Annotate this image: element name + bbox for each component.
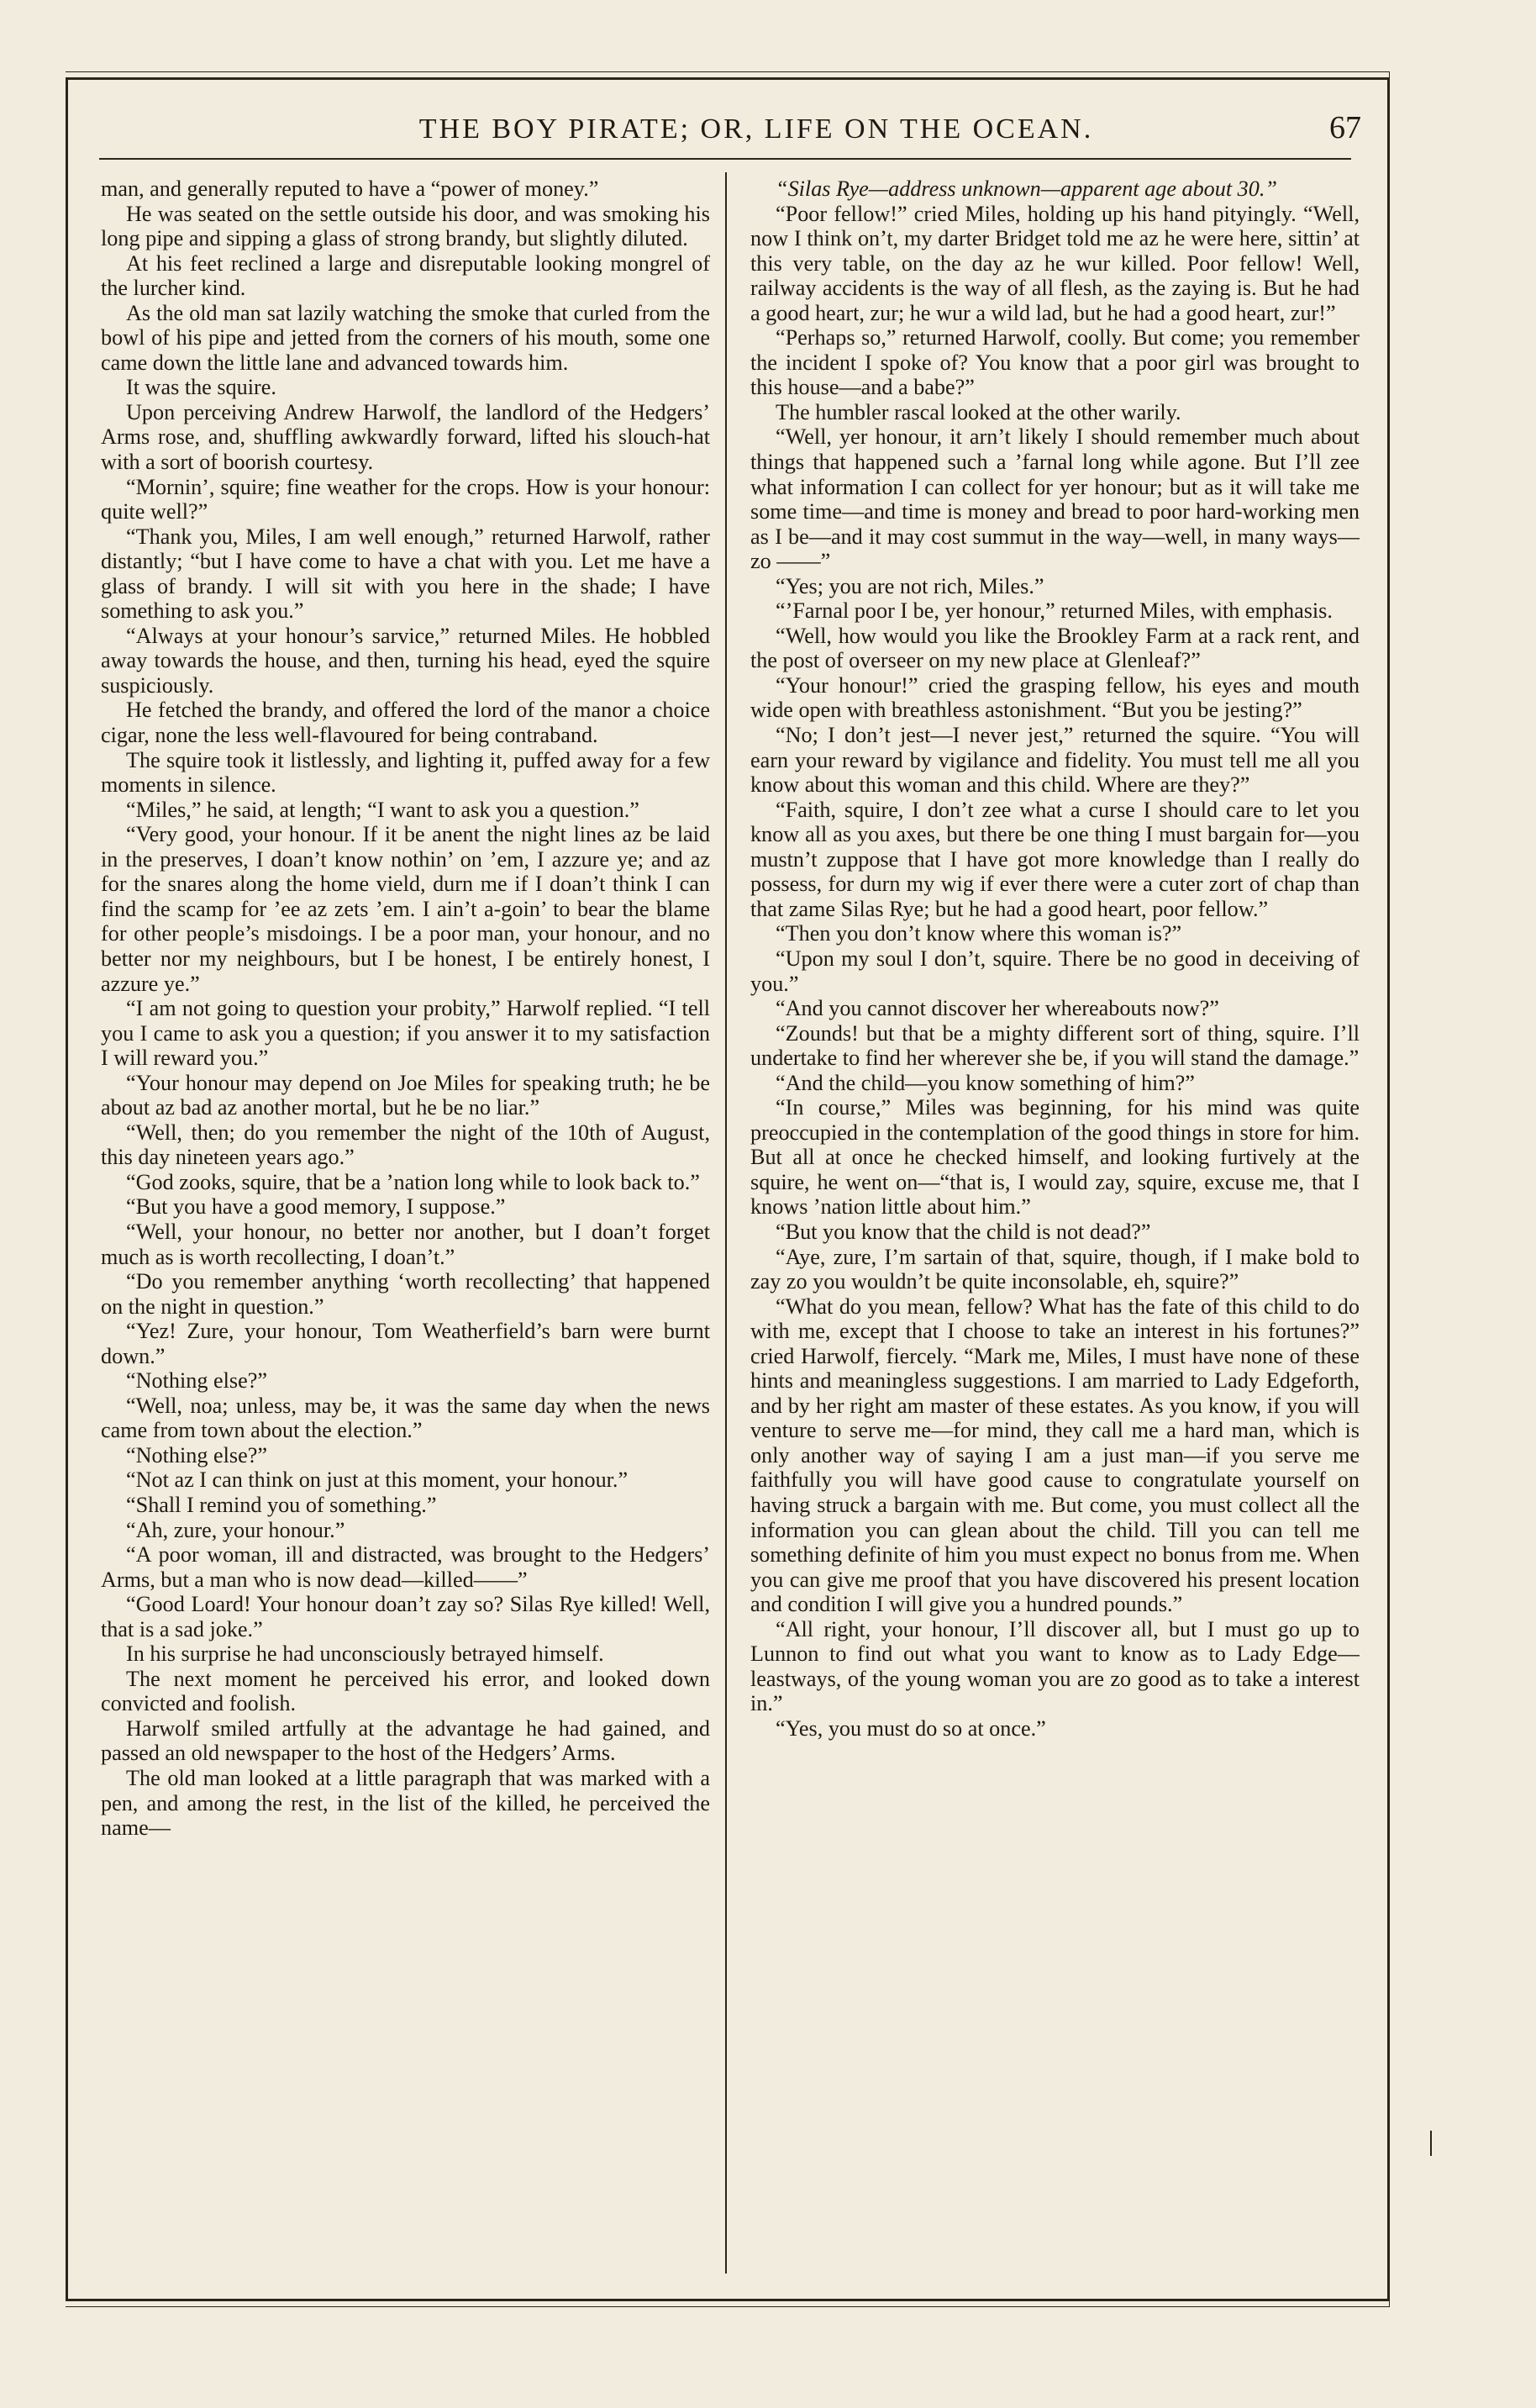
paragraph: “In course,” Miles was beginning, for his mind was quite preoccupied in the contemplation of the good things in store for him. But all at once he checked himself, and looking furtively at the squire, he went on—“that is, I would zay, squire, excuse me, that I knows ’nation little about him.”	[750, 1095, 1360, 1220]
paragraph: “Well, then; do you remember the night of the 10th of August, this day nineteen years ago.”	[101, 1120, 710, 1170]
paragraph: “Not az I can think on just at this moment, your honour.”	[126, 1467, 629, 1493]
paragraph: “Shall I remind you of something.”	[126, 1492, 437, 1517]
paragraph: “Well, how would you like the Brookley Farm at a rack rent, and the post of overseer on my new place at Glenleaf?”	[750, 623, 1360, 673]
paragraph: man, and generally reputed to have a “power of money.”	[101, 177, 599, 201]
paragraph: “Ah, zure, your honour.”	[126, 1517, 345, 1542]
paragraph: “And the child—you know something of him?”	[776, 1070, 1195, 1095]
header-rule	[99, 158, 1351, 160]
right-column	[750, 177, 1360, 2278]
paragraph: “No; I don’t jest—I never jest,” returned the squire. “You will earn your reward by vigilance and fidelity. You must tell me all you know about this woman and this child. Where are they?”	[750, 723, 1360, 798]
paragraph: “Well, yer honour, it arn’t likely I should remember much about things that happened such a ’farnal long while agone. But I’ll zee what information I can collect for yer honour; but as it will take me some time—and time is money and bread to poor hard-working men as I be—and it may cost summut in the way—well, in many ways—zo ——”	[750, 424, 1360, 574]
paragraph: “Thank you, Miles, I am well enough,” returned Harwolf, rather distantly; “but I have come to have a chat with you. Let me have a glass of brandy. I will sit with you here in the shade; I have something to ask you.”	[101, 524, 710, 624]
paragraph: “Always at your honour’s sarvice,” returned Miles. He hobbled away towards the house, and then, turning his head, eyed the squire suspiciously.	[101, 623, 710, 698]
paragraph: Harwolf smiled artfully at the advantage he had gained, and passed an old newspaper to the host of the Hedgers’ Arms.	[101, 1715, 710, 1766]
paragraph: “Miles,” he said, at length; “I want to ask you a question.”	[126, 797, 639, 822]
newspaper-quote	[750, 177, 1360, 202]
paragraph: “Mornin’, squire; fine weather for the crops. How is your honour: quite well?”	[101, 474, 710, 524]
paragraph: “Your honour may depend on Joe Miles for speaking truth; he be about az bad az another mortal, but he be no liar.”	[101, 1070, 710, 1120]
paragraph: As the old man sat lazily watching the smoke that curled from the bowl of his pipe and jetted from the corners of his mouth, some one came down the little lane and advanced towards him.	[101, 300, 710, 375]
paragraph: “But you have a good memory, I suppose.”	[126, 1194, 506, 1220]
paragraph: “Nothing else?”	[126, 1442, 267, 1467]
paragraph: “’Farnal poor I be, yer honour,” returned Miles, with emphasis.	[776, 598, 1333, 624]
paragraph: “Aye, zure, I’m sartain of that, squire, though, if I make bold to zay zo you wouldn’t be quite inconsolable, eh, squire?”	[750, 1244, 1360, 1294]
paragraph: “And you cannot discover her whereabouts now?”	[776, 996, 1219, 1021]
paragraph: The squire took it listlessly, and lighting it, puffed away for a few moments in silence.	[101, 747, 710, 798]
page-number: 67	[1329, 110, 1361, 145]
paragraph: “Nothing else?”	[126, 1368, 267, 1394]
margin-mark	[1430, 2131, 1432, 2156]
paragraph: The old man looked at a little paragraph that was marked with a pen, and among the rest, in the list of the killed, he perceived the name—	[101, 1766, 710, 1841]
paragraph: “Faith, squire, I don’t zee what a curse I should care to let you know all as you axes, but there be one thing I must bargain for—you mustn’t zuppose that I have got more knowledge than I really do possess, for durn my wig if ever there were a cuter zort of chap than that zame Silas Rye; but he had a good heart, poor fellow.”	[750, 797, 1360, 921]
paragraph: “Then you don’t know where this woman is?”	[776, 921, 1182, 946]
paragraph: “Good Loard! Your honour doan’t zay so? Silas Rye killed! Well, that is a sad joke.”	[101, 1592, 710, 1641]
paragraph: “Yez! Zure, your honour, Tom Weatherfield’s barn were burnt down.”	[101, 1319, 710, 1368]
paragraph: “Poor fellow!” cried Miles, holding up his hand pityingly. “Well, now I think on’t, my darter Bridget told me az he were here, sittin’ at this very table, on the day az he wur killed. Poor fellow! Well, railway accidents is the way of all flesh, as the zaying is. But he had a good heart, zur; he wur a wild lad, but he had a good heart, zur!”	[750, 201, 1360, 325]
paragraph: It was the squire.	[126, 375, 276, 400]
paragraph: “Yes, you must do so at once.”	[776, 1715, 1046, 1741]
paragraph: He fetched the brandy, and offered the lord of the manor a choice cigar, none the less well-flavoured for being contraband.	[101, 698, 710, 748]
running-head: THE BOY PIRATE; OR, LIFE ON THE OCEAN.	[418, 113, 1094, 145]
bottom-border-rule	[66, 2306, 1389, 2307]
paragraph: Upon perceiving Andrew Harwolf, the landlord of the Hedgers’ Arms rose, and, shuffling awkwardly forward, lifted his slouch-hat with a sort of boorish courtesy.	[101, 399, 710, 475]
paragraph: “Very good, your honour. If it be anent the night lines az be laid in the preserves, I doan’t know nothin’ on ’em, I azzure ye; and az for the snares along the home vield, durn me if I doan’t think I can find the scamp for ’ee az zets ’em. I ain’t a-goin’ to bear the blame for other people’s misdoings. I be a poor man, your honour, and no better nor my neighbours, but I be honest, I be entirely honest, I azzure ye.”	[101, 822, 710, 996]
paragraph: He was seated on the settle outside his door, and was smoking his long pipe and sipping a glass of strong brandy, but slightly diluted.	[101, 201, 710, 251]
paragraph: “A poor woman, ill and distracted, was brought to the Hedgers’ Arms, but a man who is now dead—killed——”	[101, 1542, 710, 1592]
paragraph: “I am not going to question your probity,” Harwolf replied. “I tell you I came to ask you a question; if you answer it to my satisfaction I will reward you.”	[101, 996, 710, 1071]
paragraph: “God zooks, squire, that be a ’nation long while to look back to.”	[126, 1169, 700, 1194]
paragraph: “Your honour!” cried the grasping fellow, his eyes and mouth wide open with breathless astonishment. “But you be jesting?”	[750, 672, 1360, 723]
paragraph: In his surprise he had unconsciously betrayed himself.	[126, 1641, 604, 1667]
paragraph: “Do you remember anything ‘worth recollecting’ that happened on the night in question.”	[101, 1269, 710, 1319]
column-divider	[725, 172, 727, 2274]
paragraph: “Perhaps so,” returned Harwolf, coolly. But come; you remember the incident I spoke of? You know that a poor girl was brought to this house—and a babe?”	[750, 325, 1360, 400]
paragraph: At his feet reclined a large and disreputable looking mongrel of the lurcher kind.	[101, 250, 710, 301]
quote-text: “Silas Rye—address unknown—apparent age about 30.”	[776, 177, 1277, 201]
right-border-rule	[1389, 71, 1390, 2307]
paragraph: “All right, your honour, I’ll discover all, but I must go up to Lunnon to find out what you want to know as to Lady Edge—leastways, of the young woman you are zo good as to take a interest in.”	[750, 1616, 1360, 1716]
paragraph: “Zounds! but that be a mighty different sort of thing, squire. I’ll undertake to find her wherever she be, if you will stand the damage.”	[750, 1020, 1360, 1071]
paragraph: “Yes; you are not rich, Miles.”	[776, 573, 1044, 598]
paragraph: “What do you mean, fellow? What has the fate of this child to do with me, except that I choose to take an interest in his fortunes?” cried Harwolf, fiercely. “Mark me, Miles, I must have none of these hints and meaningless suggestions. I am married to Lady Edgeforth, and by her right am master of these estates. As you know, if you will venture to serve me—for mind, they call me a hard man, which is only another way of saying I am a just man—if you serve me faithfully you will have good cause to congratulate yourself on having struck a bargain with me. But come, you must collect all the information you can glean about the child. Till you can tell me something definite of him you must expect no bonus from me. When you can give me proof that you have discovered his present location and condition I will give you a hundred pounds.”	[750, 1294, 1360, 1617]
paragraph: “Well, your honour, no better nor another, but I doan’t forget much as is worth recollecting, I doan’t.”	[101, 1219, 710, 1269]
top-border-rule	[66, 71, 1389, 72]
paragraph: The humbler rascal looked at the other warily.	[776, 399, 1181, 424]
paragraph: “But you know that the child is not dead?”	[776, 1219, 1151, 1244]
paragraph: The next moment he perceived his error, and looked down convicted and foolish.	[101, 1666, 710, 1716]
left-column	[101, 177, 710, 2278]
paragraph: “Well, noa; unless, may be, it was the same day when the news came from town about the election.”	[101, 1393, 710, 1443]
paragraph: “Upon my soul I don’t, squire. There be no good in deceiving of you.”	[750, 946, 1360, 996]
